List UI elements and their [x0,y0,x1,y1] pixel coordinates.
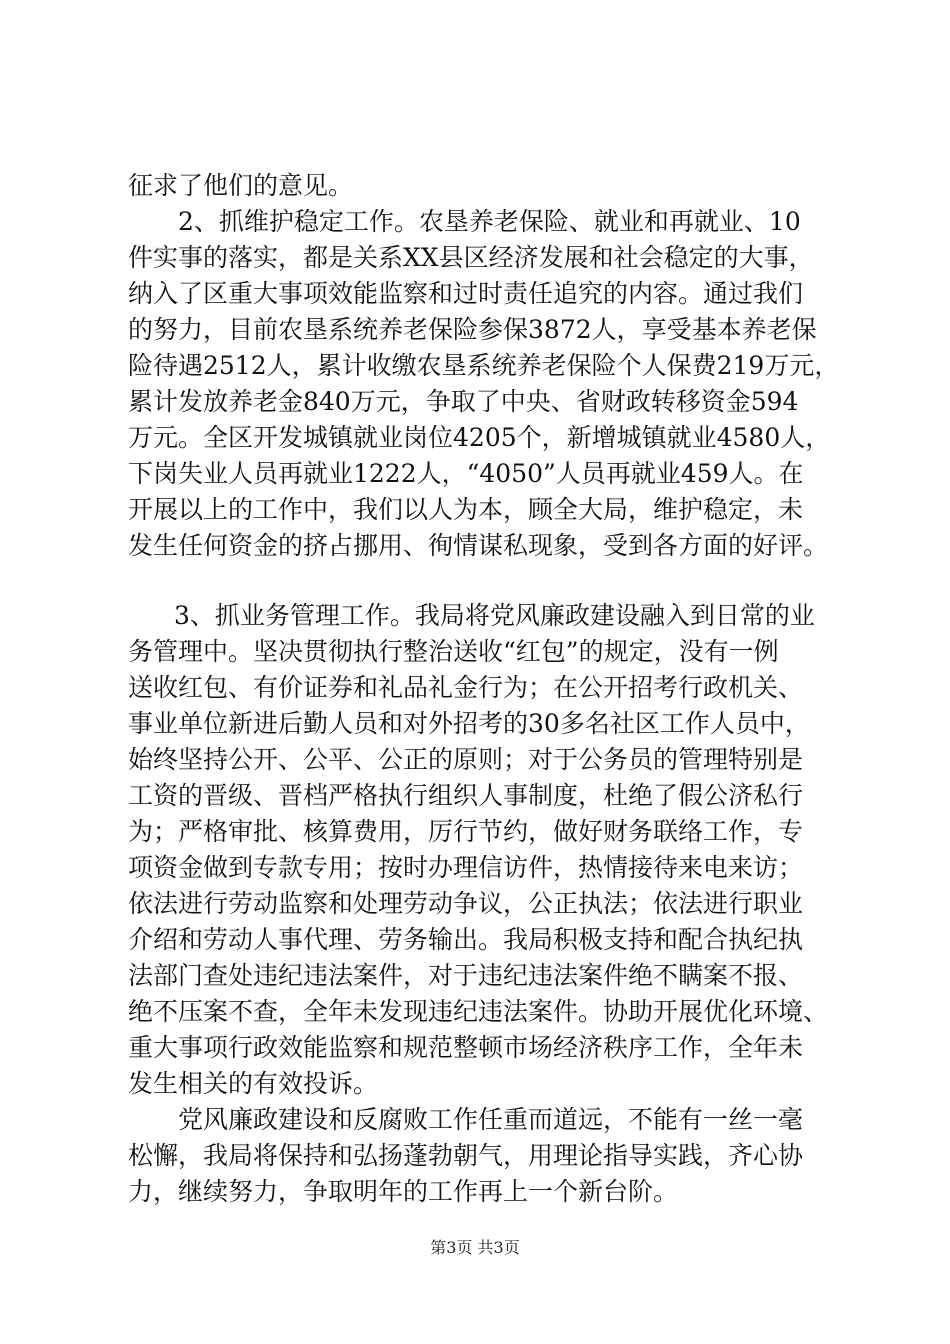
text-line: 累计发放养老金840万元，争取了中央、省财政转移资金594 [128,387,799,416]
paragraph-2-start: 2、抓维护稳定工作。农垦养老保险、就业和再就业、10 [178,207,801,236]
text-line: 为；严格审批、核算费用，厉行节约，做好财务联络工作，专 [128,817,804,846]
text-line: 发生任何资金的挤占挪用、徇情谋私现象，受到各方面的好评。 [128,531,829,560]
text-line: 重大事项行政效能监察和规范整顿市场经济秩序工作，全年未 [128,1033,804,1062]
text-line: 依法进行劳动监察和处理劳动争议，公正执法；依法进行职业 [128,889,804,918]
page-footer: 第3页 共3页 [430,1238,520,1257]
text-line: 下岗失业人员再就业1222人，“4050”人员再就业459人。在 [128,459,804,488]
paragraph-3-start: 3、抓业务管理工作。我局将党风廉政建设融入到日常的业 [174,601,815,630]
text-line: 项资金做到专款专用；按时办理信访件，热情接待来电来访； [128,853,804,882]
text-line: 力，继续努力，争取明年的工作再上一个新台阶。 [128,1177,679,1206]
text-line: 始终坚持公开、公平、公正的原则；对于公务员的管理特别是 [128,745,804,774]
text-line: 松懈，我局将保持和弘扬蓬勃朝气，用理论指导实践，齐心协 [128,1141,804,1170]
text-line: 事业单位新进后勤人员和对外招考的30多名社区工作人员中， [128,709,810,738]
text-line: 法部门查处违纪违法案件，对于违纪违法案件绝不瞒案不报、 [128,961,804,990]
text-line: 征求了他们的意见。 [128,171,354,200]
text-line: 工资的晋级、晋档严格执行组织人事制度，杜绝了假公济私行 [128,781,804,810]
text-line: 险待遇2512人，累计收缴农垦系统养老保险个人保费219万元， [128,351,840,380]
text-line: 发生相关的有效投诉。 [128,1069,379,1098]
text-line: 绝不压案不查，全年未发现违纪违法案件。协助开展优化环境、 [128,997,829,1026]
text-line: 开展以上的工作中，我们以人为本，顾全大局，维护稳定，未 [128,495,804,524]
paragraph-closing-start: 党风廉政建设和反腐败工作任重而道远，不能有一丝一毫 [178,1105,804,1134]
text-line: 送收红包、有价证券和礼品礼金行为；在公开招考行政机关、 [128,673,804,702]
text-line: 万元。全区开发城镇就业岗位4205个，新增城镇就业4580人， [128,423,831,452]
text-line: 件实事的落实，都是关系XX县区经济发展和社会稳定的大事， [128,243,814,272]
text-line: 介绍和劳动人事代理、劳务输出。我局积极支持和配合执纪执 [128,925,804,954]
text-line: 的努力，目前农垦系统养老保险参保3872人，享受基本养老保 [128,315,817,344]
text-line: 务管理中。坚决贯彻执行整治送收“红包”的规定，没有一例 [128,637,779,666]
text-line: 纳入了区重大事项效能监察和过时责任追究的内容。通过我们 [128,279,804,308]
